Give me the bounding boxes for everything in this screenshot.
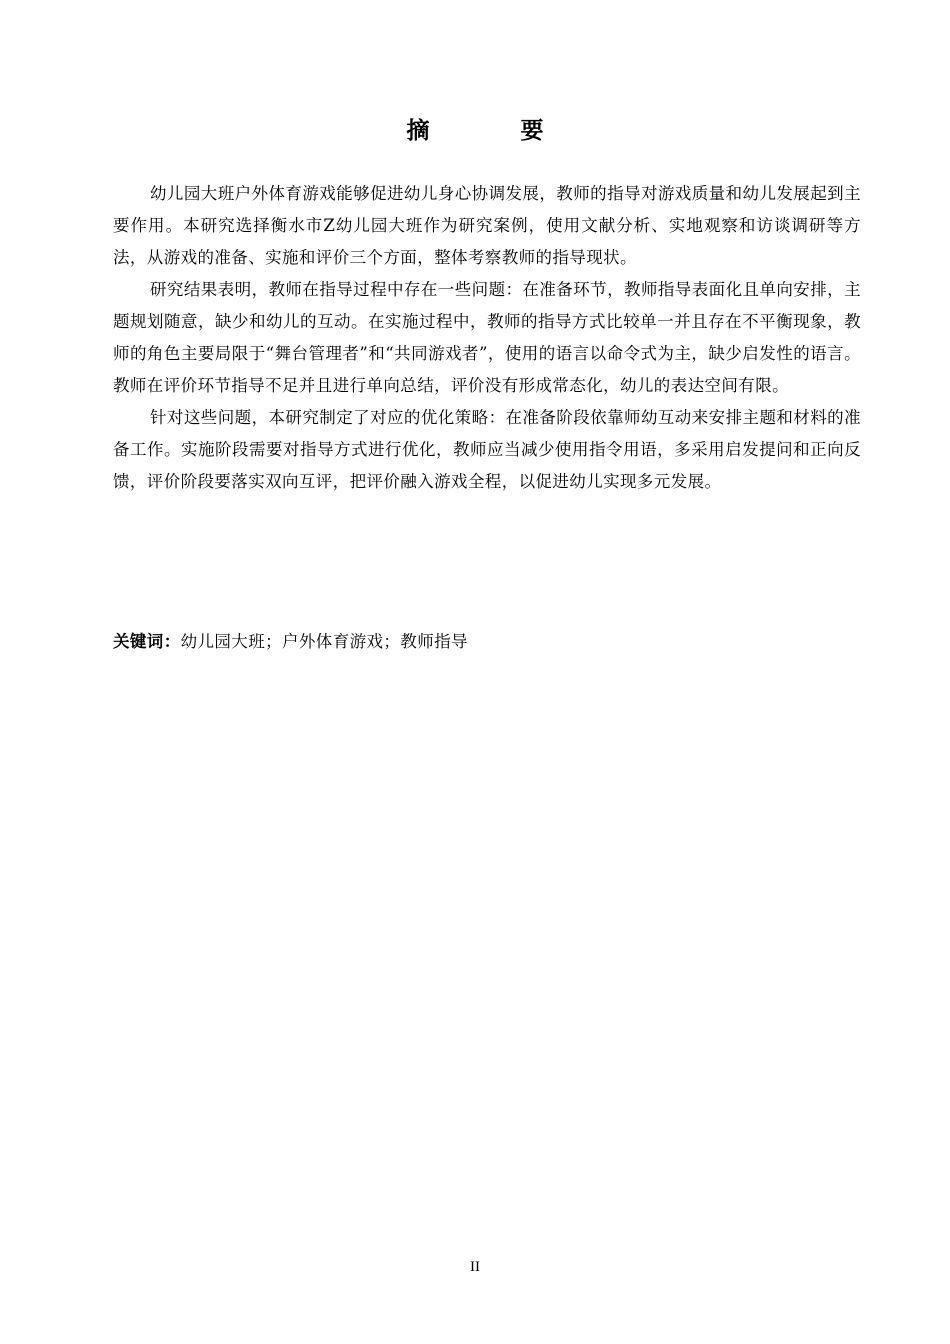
abstract-paragraph-2: 研究结果表明，教师在指导过程中存在一些问题：在准备环节，教师指导表面化且单向安排，主题规划随意，缺少和幼儿的互动。在实施过程中，教师的指导方式比较单一并且存在不平衡现象，教师的角色主要局限于“舞台管理者”和“共同游戏者”，使用的语言以命令式为主，缺少启发性的语言。教师在评价环节指导不足并且进行单向总结，评价没有形成常态化，幼儿的表达空间有限。 <box>113 280 861 395</box>
abstract-title: 摘 要 <box>406 118 578 144</box>
page-number: II <box>470 1259 480 1275</box>
keywords-text: 幼儿园大班；户外体育游戏；教师指导 <box>180 632 468 651</box>
abstract-paragraph-3: 针对这些问题，本研究制定了对应的优化策略：在准备阶段依靠师幼互动来安排主题和材料的准备工作。实施阶段需要对指导方式进行优化，教师应当减少使用指令用语，多采用启发提问和正向反馈，评价阶段要落实双向互评，把评价融入游戏全程，以促进幼儿实现多元发展。 <box>113 408 861 491</box>
keywords-label: 关键词： <box>113 632 181 651</box>
abstract-body <box>113 178 861 498</box>
abstract-paragraph-1: 幼儿园大班户外体育游戏能够促进幼儿身心协调发展，教师的指导对游戏质量和幼儿发展起到主要作用。本研究选择衡水市Z幼儿园大班作为研究案例，使用文献分析、实地观察和访谈调研等方法，从游戏的准备、实施和评价三个方面，整体考察教师的指导现状。 <box>113 184 861 267</box>
keywords-line <box>113 626 861 658</box>
